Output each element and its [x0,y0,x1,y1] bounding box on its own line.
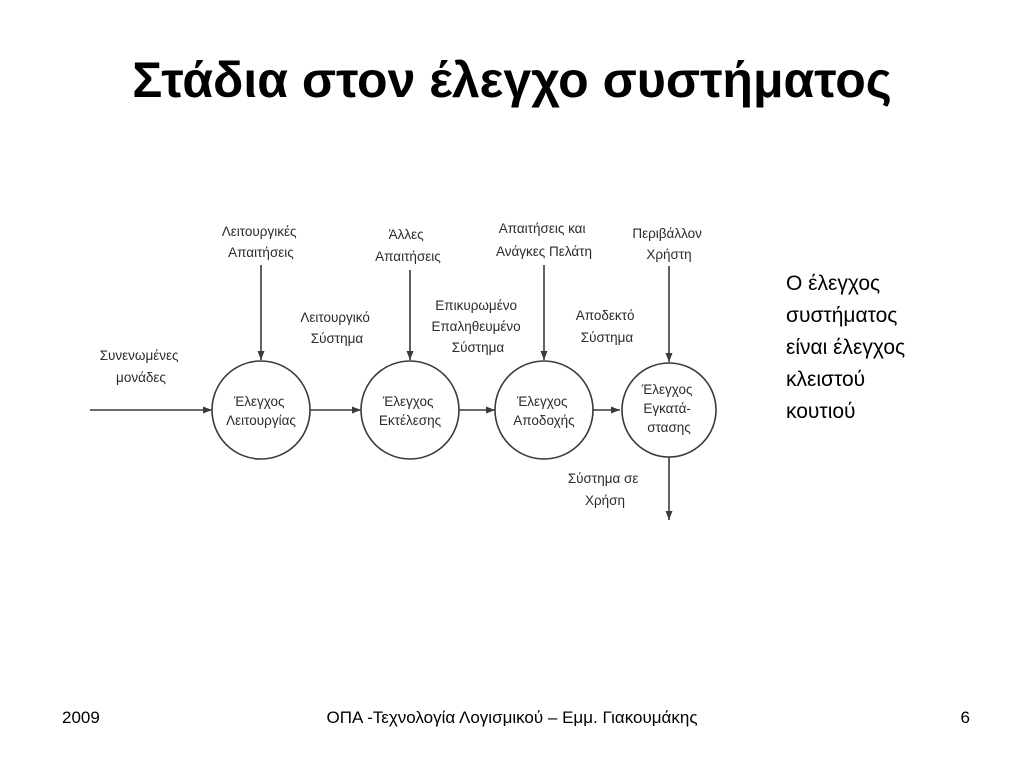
label-customer-requirements: Απαιτήσεις και Ανάγκες Πελάτη [495,221,593,259]
footer-year: 2009 [62,708,100,727]
side-note-line-5: κουτιού [786,400,856,423]
node-functional-test [212,361,310,459]
side-note [786,268,986,428]
node-installation-test-line-3: στασης [647,420,691,435]
node-acceptance-test [495,361,593,459]
slide-title: Στάδια στον έλεγχο συστήματος [132,52,892,108]
side-note-line-3: είναι έλεγχος [786,336,906,359]
label-functional-requirements: Λειτουργικές Απαιτήσεις [221,224,297,260]
node-functional-test-line-2: Λειτουργίας [226,413,296,428]
side-note-line-2: συστήματος [786,304,898,327]
node-functional-test-line-1: Έλεγχος [233,394,285,409]
label-functioning-system: Λειτουργικό Σύστημα [300,310,370,346]
node-acceptance-test-line-1: Έλεγχος [516,394,568,409]
label-integrated-modules: Συνενωμένες μονάδες [99,348,179,385]
node-installation-test-line-2: Εγκατά- [643,401,691,416]
node-functional-test-circle [212,361,310,459]
side-note-line-1: Ο έλεγχος [786,272,881,295]
svg-text:Έλεγχος Εγκατά- στ [641,382,697,435]
node-installation-test-line-1: Έλεγχος [641,382,693,397]
label-system-in-use: Σύστημα σε Χρήση [567,471,639,508]
footer-page-number: 6 [960,708,970,727]
node-performance-test-line-2: Εκτέλεσης [378,413,442,428]
side-note-line-4: κλειστού [786,368,866,391]
node-installation-test [622,363,716,457]
node-acceptance-test-line-2: Αποδοχής [513,413,575,428]
node-performance-test-line-1: Έλεγχος [382,394,434,409]
footer-course: ΟΠΑ -Τεχνολογία Λογισμικού – Εμμ. Γιακουμάκης [326,708,698,727]
label-user-environment: Περιβάλλον Χρήστη [632,226,702,262]
label-accepted-system: Αποδεκτό Σύστημα [575,308,635,345]
label-verified-validated-system: Επικυρωμένο Επαληθευμένο Σύστημα [431,298,521,355]
node-acceptance-test-circle [495,361,593,459]
node-performance-test-circle [361,361,459,459]
node-performance-test [361,361,459,459]
label-other-requirements: Άλλες Απαιτήσεις [375,227,441,264]
